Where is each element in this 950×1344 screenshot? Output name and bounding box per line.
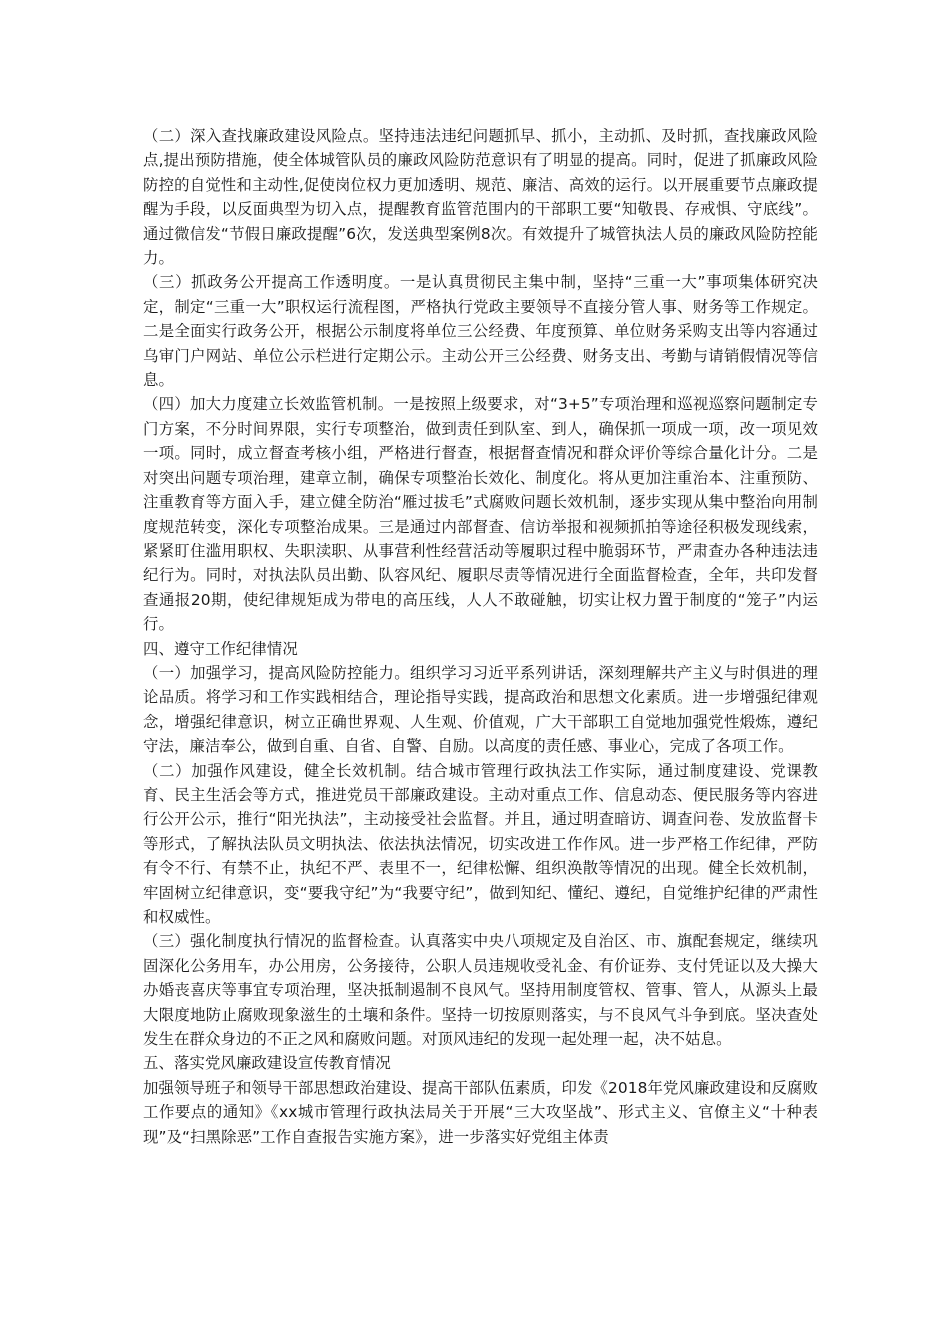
paragraph-2-3: （三）抓政务公开提高工作透明度。一是认真贯彻民主集中制，坚持“三重一大”事项集体研究决定，制定“三重一大”职权运行流程图，严格执行党政主要领导不直接分管人事、财务等工作规定。二是全面实行政务公开，根据公示制度将单位三公经费、年度预算、单位财务采购支出等内容通过乌审门户网站、单位公示栏进行定期公示。主动公开三公经费、财务支出、考勤与请销假情况等信息。 bbox=[143, 273, 818, 390]
paragraph-2-4: （四）加大力度建立长效监管机制。一是按照上级要求，对“3+5”专项治理和巡视巡察问题制定专门方案，不分时间界限，实行专项整治，做到责任到队室、到人，确保抓一项成一项，改一项见效一项。同时，成立督查考核小组，严格进行督查，根据督查情况和群众评价等综合量化计分。二是对突出问题专项治理，建章立制，确保专项整治长效化、制度化。将从更加注重治本、注重预防、注重教育等方面入手，建立健全防治“雁过拔毛”式腐败问题长效机制，逐步实现从集中整治向用制度规范转变，深化专项整治成果。三是通过内部督查、信访举报和视频抓拍等途径积极发现线索，紧紧盯住滥用职权、失职渎职、从事营利性经营活动等履职过程中脆弱环节，严肃查办各种违法违纪行为。同时，对执法队员出勤、队容风纪、履职尽责等情况进行全面监督检查，全年，共印发督查通报20期，使纪律规矩成为带电的高压线，人人不敢碰触，切实让权力置于制度的“笼子”内运行。 bbox=[143, 395, 818, 634]
section-heading-5: 五、落实党风廉政建设宣传教育情况 bbox=[143, 1054, 391, 1073]
paragraph-4-1: （一）加强学习，提高风险防控能力。组织学习习近平系列讲话，深刻理解共产主义与时俱进的理论品质。将学习和工作实践相结合，理论指导实践，提高政治和思想文化素质。进一步增强纪律观念，增强纪律意识，树立正确世界观、人生观、价值观，广大干部职工自觉地加强党性煅炼，遵纪守法，廉洁奉公，做到自重、自省、自警、自励。以高度的责任感、事业心，完成了各项工作。 bbox=[143, 663, 818, 756]
paragraph-5-1: 加强领导班子和领导干部思想政治建设、提高干部队伍素质，印发《2018年党风廉政建设和反腐败工作要点的通知》《xx城市管理行政执法局关于开展“三大攻坚战”、形式主义、官僚主义“十种表现”及“扫黑除恶”工作自查报告实施方案》，进一步落实好党组主体责 bbox=[143, 1078, 818, 1146]
document-body bbox=[143, 124, 818, 1149]
paragraph-2-2: （二）深入查找廉政建设风险点。坚持违法违纪问题抓早、抓小，主动抓、及时抓，查找廉政风险点,提出预防措施，使全体城管队员的廉政风险防范意识有了明显的提高。同时，促进了抓廉政风险防控的自觉性和主动性,促使岗位权力更加透明、规范、廉洁、高效的运行。以开展重要节点廉政提醒为手段，以反面典型为切入点，提醒教育监管范围内的干部职工要“知敬畏、存戒惧、守底线”。通过微信发“节假日廉政提醒”6次，发送典型案例8次。有效提升了城管执法人员的廉政风险防控能力。 bbox=[143, 127, 818, 268]
paragraph-4-3: （三）强化制度执行情况的监督检查。认真落实中央八项规定及自治区、市、旗配套规定，继续巩固深化公务用车，办公用房，公务接待，公职人员违规收受礼金、有价证券、支付凭证以及大操大办婚丧喜庆等事宜专项治理，坚决抵制遏制不良风气。坚持用制度管权、管事、管人，从源头上最大限度地防止腐败现象滋生的土壤和条件。坚持一切按原则落实，与不良风气斗争到底。坚决查处发生在群众身边的不正之风和腐败问题。对顶风违纪的发现一起处理一起，决不姑息。 bbox=[143, 932, 818, 1049]
paragraph-4-2: （二）加强作风建设，健全长效机制。结合城市管理行政执法工作实际，通过制度建设、党课教育、民主生活会等方式，推进党员干部廉政建设。主动对重点工作、信息动态、便民服务等内容进行公开公示，推行“阳光执法”，主动接受社会监督。并且，通过明查暗访、调查问卷、发放监督卡等形式，了解执法队员文明执法、依法执法情况，切实改进工作作风。进一步严格工作纪律，严防有令不行、有禁不止，执纪不严、表里不一，纪律松懈、组织涣散等情况的出现。健全长效机制，牢固树立纪律意识，变“要我守纪”为“我要守纪”，做到知纪、懂纪、遵纪，自觉维护纪律的严肃性和权威性。 bbox=[143, 761, 818, 926]
section-heading-4: 四、遵守工作纪律情况 bbox=[143, 639, 298, 658]
